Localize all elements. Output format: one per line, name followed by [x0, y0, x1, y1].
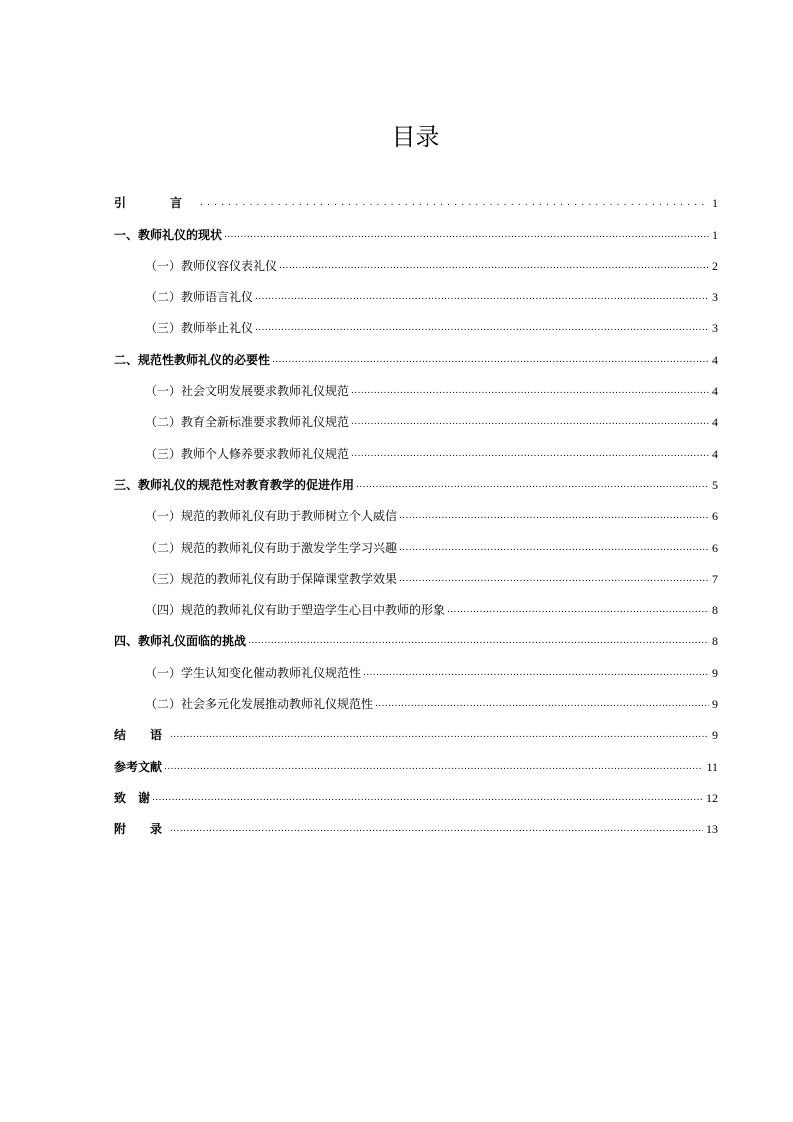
toc-entry-page-number: 6	[712, 540, 718, 555]
toc-entry-label: （四）规范的教师礼仪有助于塑造学生心目中教师的形象	[145, 603, 446, 618]
toc-entry-page-number: 8	[712, 603, 718, 618]
toc-entry-section-3-1[interactable]	[114, 493, 718, 524]
toc-entry-page-number: 8	[712, 634, 718, 649]
toc-entry-section-2-1[interactable]	[114, 368, 718, 399]
toc-entry-label: （一）规范的教师礼仪有助于教师树立个人威信	[145, 509, 398, 524]
page-title: 目录	[391, 123, 440, 151]
toc-entry-label: 参考文献	[114, 759, 163, 774]
toc-dot-leader	[255, 322, 709, 334]
toc-entry-page-number: 4	[712, 352, 718, 367]
toc-entry-page-number: 4	[712, 415, 718, 430]
toc-dot-leader	[399, 573, 709, 585]
toc-entry-label: 一、教师礼仪的现状	[114, 227, 223, 242]
toc-dot-leader	[447, 604, 709, 616]
toc-entry-section-3-2[interactable]	[114, 524, 718, 555]
toc-dot-leader	[200, 197, 709, 209]
toc-entry-label: （一）教师仪容仪表礼仪	[145, 258, 278, 273]
toc-entry-page-number: 6	[712, 509, 718, 524]
toc-entry-label: （二）规范的教师礼仪有助于激发学生学习兴趣	[145, 540, 398, 555]
toc-entry-section-2[interactable]	[114, 336, 718, 367]
toc-entry-section-2-2[interactable]	[114, 399, 718, 430]
toc-entry-label: 四、教师礼仪面临的挑战	[114, 634, 247, 649]
toc-entry-section-4[interactable]	[114, 618, 718, 649]
toc-entry-page-number: 1	[712, 227, 718, 242]
toc-dot-leader	[224, 229, 709, 241]
toc-dot-leader	[375, 698, 709, 710]
toc-dot-leader	[164, 761, 703, 773]
toc-dot-leader	[152, 792, 703, 804]
toc-entry-label: 结 语	[114, 728, 169, 743]
toc-entry-section-4-2[interactable]	[114, 681, 718, 712]
toc-dot-leader	[356, 479, 709, 491]
toc-entry-label: （三）教师个人修养要求教师礼仪规范	[145, 446, 350, 461]
toc-entry-conclusion[interactable]	[114, 712, 718, 743]
toc-entry-label: 二、规范性教师礼仪的必要性	[114, 352, 271, 367]
toc-entry-introduction[interactable]	[114, 180, 718, 211]
toc-entry-section-1-1[interactable]	[114, 243, 718, 274]
toc-entry-label: （二）社会多元化发展推动教师礼仪规范性	[145, 697, 374, 712]
toc-entry-references[interactable]	[114, 743, 718, 774]
toc-entry-page-number: 5	[712, 477, 718, 492]
toc-entry-page-number: 1	[712, 196, 718, 211]
toc-dot-leader	[272, 354, 709, 366]
toc-entry-label: （二）教育全新标准要求教师礼仪规范	[145, 415, 350, 430]
toc-entry-page-number: 2	[712, 258, 718, 273]
toc-dot-leader	[399, 510, 709, 522]
toc-entry-section-3-4[interactable]	[114, 587, 718, 618]
toc-entry-label: （三）教师举止礼仪	[145, 321, 254, 336]
toc-entry-label: （二）教师语言礼仪	[145, 290, 254, 305]
toc-entry-page-number: 9	[712, 665, 718, 680]
toc-entry-label: （一）学生认知变化催动教师礼仪规范性	[145, 665, 362, 680]
toc-entry-section-1-3[interactable]	[114, 305, 718, 336]
toc-entry-section-1-2[interactable]	[114, 274, 718, 305]
toc-entry-label: （一）社会文明发展要求教师礼仪规范	[145, 384, 350, 399]
toc-entry-section-3[interactable]	[114, 462, 718, 493]
toc-entry-page-number: 3	[712, 321, 718, 336]
toc-entry-label: 引 言	[114, 196, 199, 211]
toc-entry-page-number: 4	[712, 446, 718, 461]
toc-dot-leader	[351, 385, 709, 397]
toc-dot-leader	[279, 260, 709, 272]
toc-dot-leader	[248, 635, 709, 647]
toc-dot-leader	[351, 416, 709, 428]
toc-entry-page-number: 9	[712, 728, 718, 743]
toc-entry-page-number: 4	[712, 384, 718, 399]
toc-entry-page-number: 9	[712, 697, 718, 712]
toc-entry-page-number: 11	[706, 759, 718, 774]
toc-dot-leader	[351, 448, 709, 460]
toc-entry-page-number: 13	[706, 822, 718, 837]
toc-entry-section-1[interactable]	[114, 211, 718, 242]
toc-entry-label: 致 谢	[114, 790, 151, 805]
toc-dot-leader	[170, 729, 709, 741]
table-of-contents	[114, 180, 718, 837]
toc-dot-leader	[170, 823, 703, 835]
toc-dot-leader	[363, 667, 709, 679]
toc-entry-page-number: 3	[712, 290, 718, 305]
toc-entry-section-3-3[interactable]	[114, 556, 718, 587]
toc-entry-page-number: 7	[712, 571, 718, 586]
toc-entry-acknowledgements[interactable]	[114, 775, 718, 806]
toc-dot-leader	[399, 542, 709, 554]
toc-entry-section-4-1[interactable]	[114, 649, 718, 680]
toc-entry-label: （三）规范的教师礼仪有助于保障课堂教学效果	[145, 571, 398, 586]
toc-entry-appendix[interactable]	[114, 806, 718, 837]
toc-entry-label: 三、教师礼仪的规范性对教育教学的促进作用	[114, 477, 355, 492]
toc-entry-page-number: 12	[706, 790, 718, 805]
toc-dot-leader	[255, 291, 709, 303]
toc-entry-section-2-3[interactable]	[114, 430, 718, 461]
toc-entry-label: 附 录	[114, 822, 169, 837]
